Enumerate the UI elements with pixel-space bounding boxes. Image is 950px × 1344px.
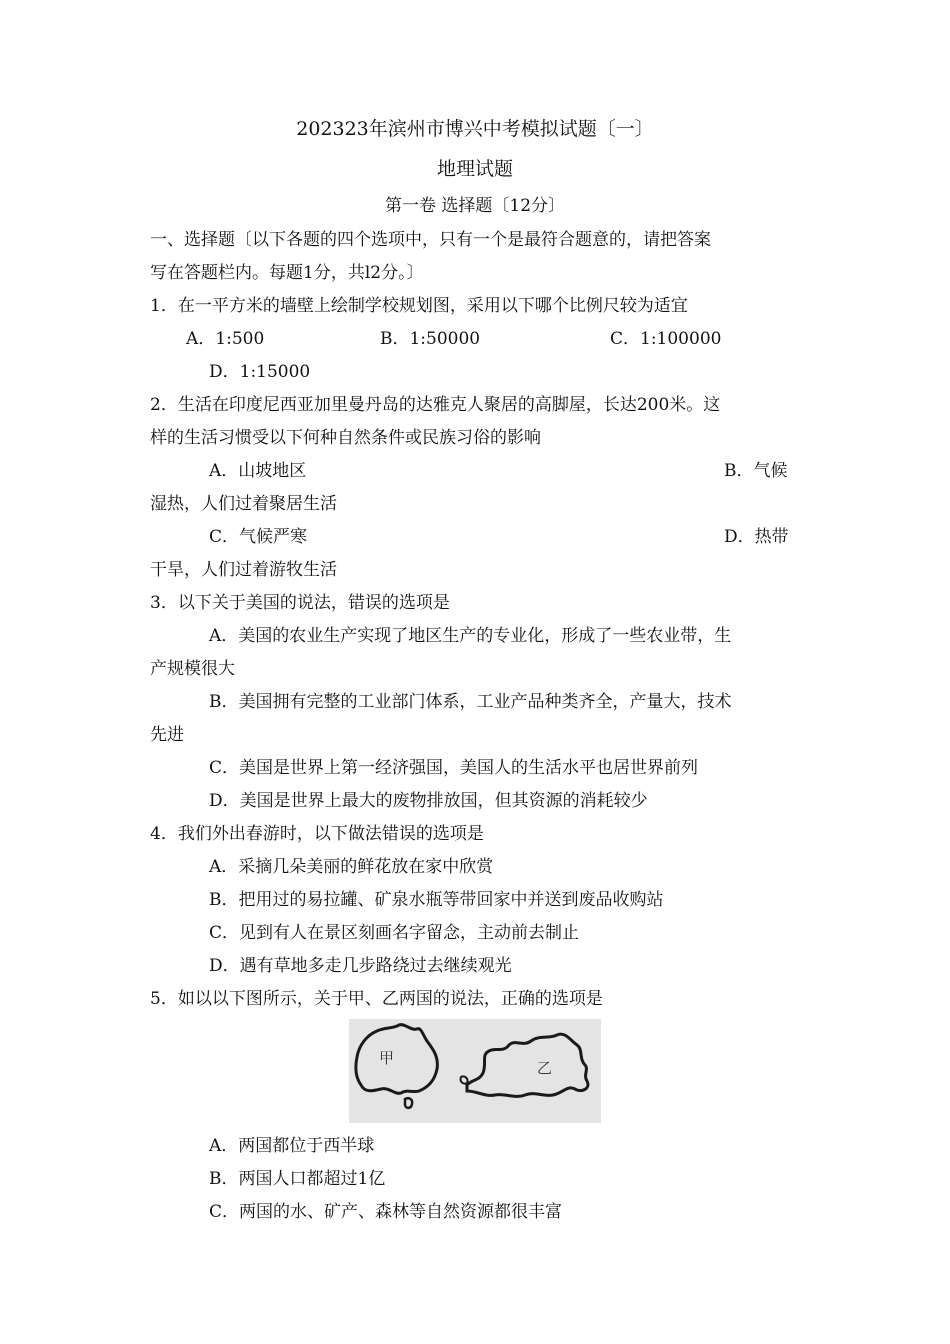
q1-option-c: C．1:100000 [610,329,722,349]
q5-option-a: A．两国都位于西半球 [209,1136,375,1156]
q3-option-a-line2: 产规模很大 [150,659,235,679]
q3-option-a-line1: A．美国的农业生产实现了地区生产的专业化，形成了一些农业带，生 [209,626,732,646]
q4-option-a: A．采摘几朵美丽的鲜花放在家中欣赏 [209,857,494,877]
q3-option-b-line1: B．美国拥有完整的工业部门体系，工业产品种类齐全，产量大，技术 [209,692,732,712]
country-jia-outline [356,1025,438,1094]
q2-option-d-start: D．热带 [724,527,789,547]
q4-option-b: B．把用过的易拉罐、矿泉水瓶等带回家中并送到废品收购站 [209,890,664,910]
q5-map-figure [349,1019,601,1123]
q2-option-d-end: 干旱，人们过着游牧生活 [150,560,337,580]
q1-option-d: D．1:15000 [209,362,311,382]
q3-option-d: D．美国是世界上最大的废物排放国，但其资源的消耗较少 [209,791,648,811]
q5-stem: 5．如以以下图所示，关于甲、乙两国的说法，正确的选项是 [150,989,603,1009]
q4-option-d: D．遇有草地多走几步路绕过去继续观光 [209,956,512,976]
part-heading: 第一卷 选择题〔12分〕 [384,196,566,216]
q2-stem-line2: 样的生活习惯受以下何种自然条件或民族习俗的影响 [150,428,541,448]
country-yi-outline [467,1034,588,1096]
q3-option-b-line2: 先进 [150,725,184,745]
q1-option-a: A．1:500 [186,329,265,349]
section-instructions-line1: 一、选择题〔以下各题的四个选项中，只有一个是最符合题意的，请把答案 [150,230,711,250]
q2-option-a: A．山坡地区 [209,461,307,481]
map-label-yi: 乙 [537,1059,553,1077]
country-yi-tip [461,1076,468,1083]
q5-option-c: C．两国的水、矿产、森林等自然资源都很丰富 [209,1202,563,1222]
q2-option-b-start: B．气候 [724,461,788,481]
map-label-jia: 甲 [379,1049,395,1067]
q3-stem: 3．以下关于美国的说法，错误的选项是 [150,593,450,613]
q2-stem-line1: 2．生活在印度尼西亚加里曼丹岛的达雅克人聚居的高脚屋，长达200米。这 [150,395,721,415]
q1-option-b: B．1:50000 [380,329,481,349]
country-jia-island [405,1098,412,1108]
q5-option-b: B．两国人口都超过1亿 [209,1169,386,1189]
q2-option-b-end: 湿热，人们过着聚居生活 [150,494,337,514]
q4-option-c: C．见到有人在景区刻画名字留念，主动前去制止 [209,923,580,943]
section-instructions-line2: 写在答题栏内。每题1分，共l2分。〕 [150,263,424,283]
q3-option-c: C．美国是世界上第一经济强国，美国人的生活水平也居世界前列 [209,758,699,778]
q4-stem: 4．我们外出春游时，以下做法错误的选项是 [150,824,484,844]
q2-option-c: C．气候严寒 [209,527,308,547]
page-subtitle: 地理试题 [436,158,513,180]
q1-stem: 1．在一平方米的墙壁上绘制学校规划图，采用以下哪个比例尺较为适宜 [150,296,688,316]
page-title: 202323年滨州市博兴中考模拟试题〔一〕 [296,118,654,140]
